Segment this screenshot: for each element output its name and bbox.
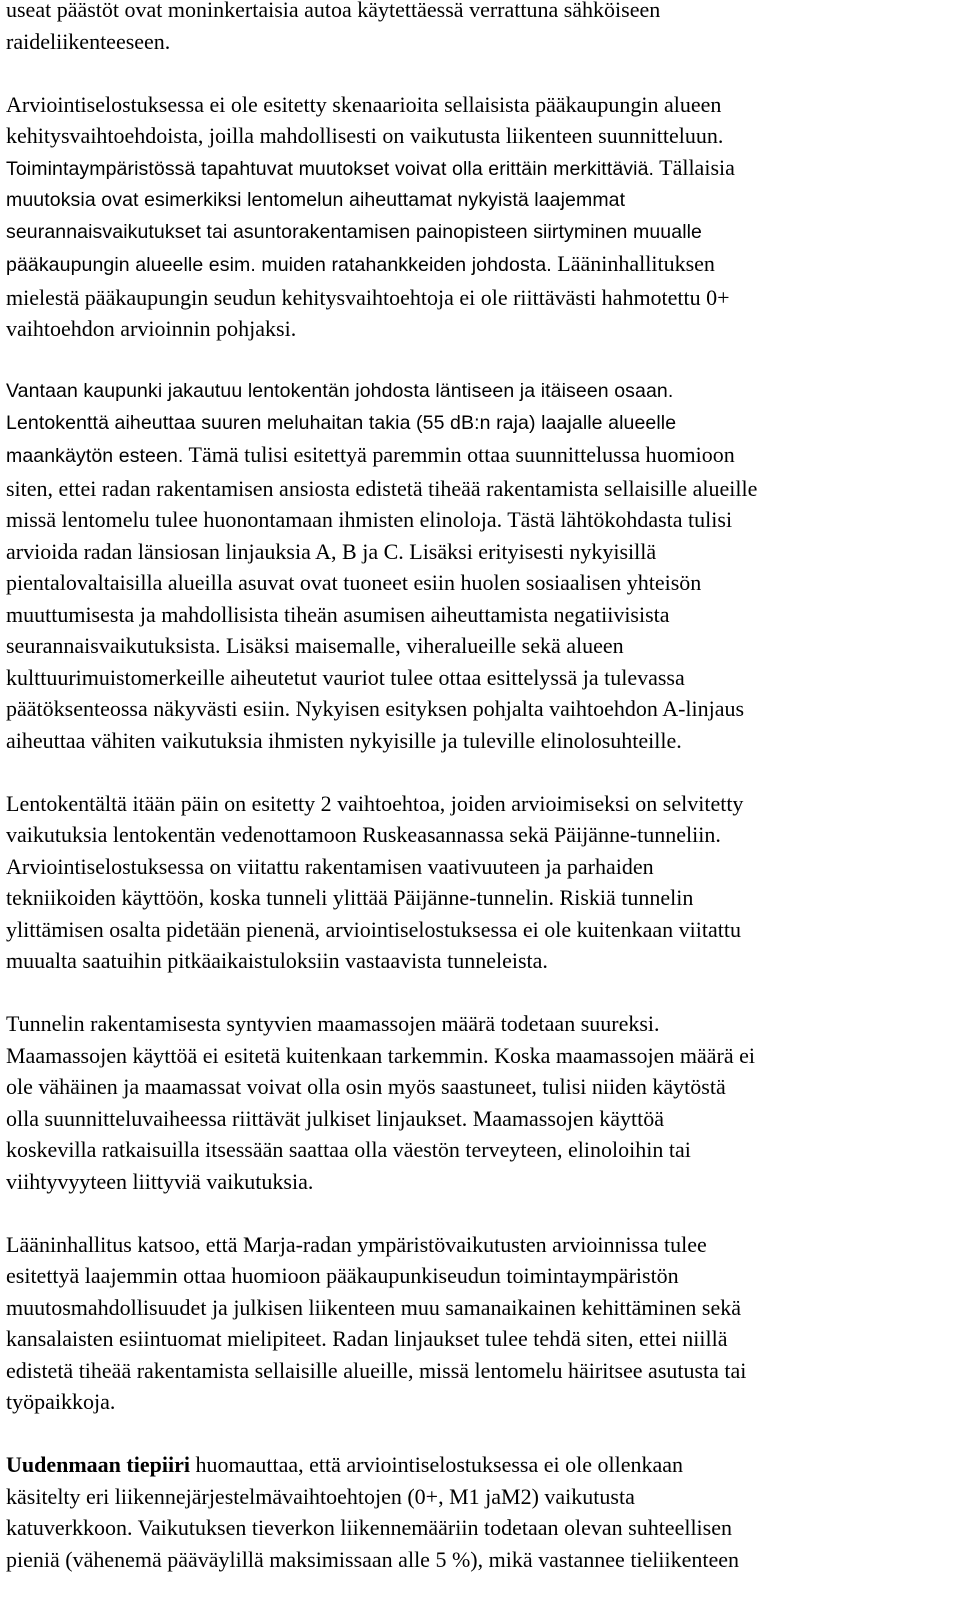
text-run: Tämä tulisi esitettyä paremmin ottaa suunnittelussa huomioon xyxy=(183,442,735,467)
text-line: edistetä tiheää rakentamista sellaisille alueille, missä lentomelu häiritsee asutusta tai xyxy=(6,1357,747,1383)
text-line: ole vähäinen ja maamassat voivat olla osin myös saastuneet, tulisi niiden käytöstä xyxy=(6,1074,726,1099)
text-line: Lääninhallitus katsoo, että Marja-radan ympäristövaikutusten arvioinnissa tulee xyxy=(6,1231,707,1257)
paragraph-7 xyxy=(6,1449,950,1575)
text-line: useat päästöt ovat moninkertaisia autoa käytettäessä verrattuna sähköiseen xyxy=(6,0,661,22)
text-line: missä lentomelu tulee huonontamaan ihmisten elinoloja. Tästä lähtökohdasta tulisi xyxy=(6,507,733,532)
text-line xyxy=(6,439,950,473)
text-line: käsitelty eri liikennejärjestelmävaihtoehtojen (0+, M1 jaM2) vaikutusta xyxy=(6,1483,635,1509)
text-line: aiheuttaa vähiten vaikutuksia ihmisten nykyisille ja tuleville elinolosuhteille. xyxy=(6,727,682,753)
text-line: kulttuurimuistomerkeille aiheutetut vauriot tulee ottaa esittelyssä ja tulevassa xyxy=(6,664,685,690)
text-line: Lentokentältä itään päin on esitetty 2 vaihtoehtoa, joiden arvioimiseksi on selvitetty xyxy=(6,790,744,816)
text-line: kansalaisten esiintuomat mielipiteet. Radan linjaukset tulee tehdä siten, ettei niillä xyxy=(6,1326,728,1351)
text-run: Tällaisia xyxy=(654,154,735,180)
text-line: arvioida radan länsiosan linjauksia A, B ja C. Lisäksi erityisesti nykyisillä xyxy=(6,538,657,564)
text-line: seurannaisvaikutuksista. Lisäksi maisemalle, viheralueille sekä alueen xyxy=(6,633,624,658)
text-line: päätöksenteossa näkyvästi esiin. Nykyisen esityksen pohjalta vaihtoehdon A-linjaus xyxy=(6,696,745,721)
text-line: muualta saatuihin pitkäaikaistuloksiin vastaavista tunneleista. xyxy=(6,948,548,973)
document-page xyxy=(6,0,950,1575)
text-line xyxy=(6,1449,950,1481)
text-line: Arviointiselostuksessa ei ole esitetty skenaarioita sellaisista pääkaupungin alueen xyxy=(6,91,722,117)
text-line: työpaikkoja. xyxy=(6,1389,116,1414)
text-line: muutosmahdollisuudet ja julkisen liikenteen muu samanaikainen kehittäminen sekä xyxy=(6,1294,742,1320)
text-line: pientalovaltaisilla alueilla asuvat ovat tuoneet esiin huolen sosiaalisen yhteisön xyxy=(6,570,702,595)
paragraph-3 xyxy=(6,376,950,756)
text-run-sans: Toimintaympäristössä tapahtuvat muutokset voivat olla erittäin merkittäviä. xyxy=(6,157,655,180)
text-line: pieniä (vähenemä pääväylillä maksimissaan alle 5 %), mikä vastannee tieliikenteen xyxy=(6,1546,740,1572)
text-line: Vantaan kaupunki jakautuu lentokentän johdosta läntiseen ja itäiseen osaan. xyxy=(6,380,674,402)
paragraph-5 xyxy=(6,1008,950,1197)
text-line: olla suunnitteluvaiheessa riittävät julkiset linjaukset. Maamassojen käyttöä xyxy=(6,1105,665,1131)
text-line: Maamassojen käyttöä ei esitetä kuitenkaan tarkemmin. Koska maamassojen määrä ei xyxy=(6,1042,755,1068)
text-line: katuverkkoon. Vaikutuksen tieverkon liikennemääriin todetaan olevan suhteellisen xyxy=(6,1515,732,1540)
text-line: viihtyvyyteen liittyviä vaikutuksia. xyxy=(6,1168,314,1194)
paragraph-1 xyxy=(6,0,950,57)
text-line: seurannaisvaikutukset tai asuntorakentamisen painopisteen siirtyminen muualle xyxy=(6,220,702,243)
text-line: Arviointiselostuksessa on viitattu rakentamisen vaativuuteen ja parhaiden xyxy=(6,853,654,879)
text-run: huomauttaa, että arviointiselostuksessa ei ole ollenkaan xyxy=(189,1452,683,1477)
text-line: muuttumisesta ja mahdollisista tiheän asumisen aiheuttamista negatiivisista xyxy=(6,601,670,627)
text-line: koskevilla ratkaisuilla itsessään saattaa olla väestön terveyteen, elinoloihin tai xyxy=(6,1137,691,1162)
text-line: Lentokenttä aiheuttaa suuren meluhaitan takia (55 dB:n raja) laajalle alueelle xyxy=(6,411,677,434)
paragraph-6 xyxy=(6,1229,950,1418)
text-line: vaikutuksia lentokentän vedenottamoon Ruskeasannassa sekä Päijänne-tunneliin. xyxy=(6,822,721,847)
text-line: tekniikoiden käyttöön, koska tunneli ylittää Päijänne-tunnelin. Riskiä tunnelin xyxy=(6,885,694,910)
text-line: vaihtoehdon arvioinnin pohjaksi. xyxy=(6,316,297,341)
text-line: esitettyä laajemmin ottaa huomioon pääkaupunkiseudun toimintaympäristön xyxy=(6,1263,679,1288)
paragraph-2 xyxy=(6,89,950,345)
text-run-sans: pääkaupungin alueelle esim. muiden ratahankkeiden johdosta. xyxy=(6,254,552,276)
text-line: muutoksia ovat esimerkiksi lentomelun aiheuttamat nykyistä laajemmat xyxy=(6,189,626,211)
text-line: Tunnelin rakentamisesta syntyvien maamassojen määrä todetaan suureksi. xyxy=(6,1011,660,1036)
text-line xyxy=(6,152,950,186)
text-line: siten, ettei radan rakentamisen ansiosta edistetä tiheää rakentamista sellaisille alueille xyxy=(6,475,758,501)
text-line: ylittämisen osalta pidetään pienenä, arviointiselostuksessa ei ole kuitenkaan viitattu xyxy=(6,916,741,942)
text-line xyxy=(6,248,950,282)
text-line: mielestä pääkaupungin seudun kehitysvaihtoehtoja ei ole riittävästi hahmotettu 0+ xyxy=(6,284,730,310)
paragraph-4 xyxy=(6,788,950,977)
text-line: raideliikenteeseen. xyxy=(6,28,171,54)
bold-heading-run: Uudenmaan tiepiiri xyxy=(6,1452,190,1477)
text-line: kehitysvaihtoehdoista, joilla mahdollisesti on vaikutusta liikenteen suunnitteluun. xyxy=(6,123,724,148)
text-run-sans: maankäytön esteen. xyxy=(6,445,184,467)
text-run: Lääninhallituksen xyxy=(551,251,715,276)
